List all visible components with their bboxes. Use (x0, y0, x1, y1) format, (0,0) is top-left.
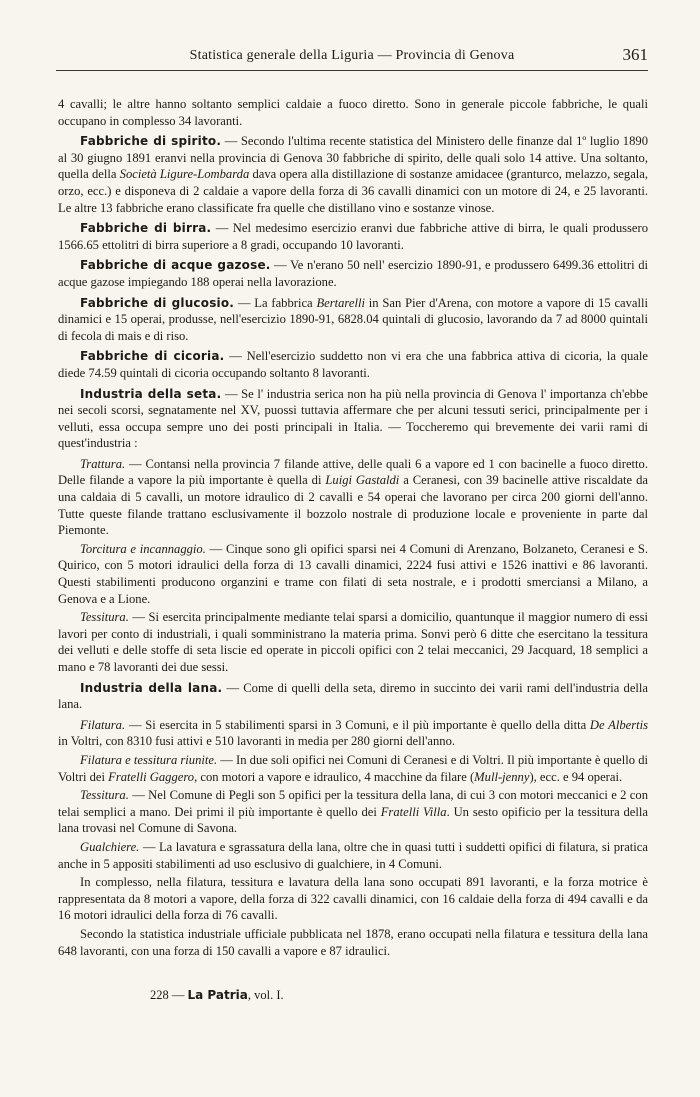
paragraph-text: 4 cavalli; le altre hanno soltanto semplici caldaie a fuoco diretto. Sono in generale piccole fabbriche, le quali occupano in complesso 34 lavoranti. (58, 97, 648, 128)
paragraph-text: — Ve n'erano 50 nell' esercizio 1890-91, e produssero 6499.36 ettolitri di acque gazose impiegando 188 operai nella lavorazione. (58, 258, 648, 289)
paragraph-text: in San Pier d'Arena, con motore a vapore di 15 cavalli dinamici e 15 operai, produsse, nell'esercizio 1890-91, 6828.04 quintali di glucosio, lavorando da 7 ad 8000 quintali di fecola di mais e di riso. (58, 295, 649, 343)
header-title: Statistica generale della Liguria — Provincia di Genova (189, 48, 515, 63)
italic-text: Bertarelli (316, 295, 365, 310)
italic-text: Luigi Gastaldi (325, 473, 400, 488)
paragraph-text: — La fabbrica (234, 295, 317, 310)
paragraph-text: a Ceranesi, con 39 bacinelle attive riscaldate da una caldaia di 5 cavalli, un motore idraulico di 2 cavalli e 54 operai che lavorano per circa 200 giorni dell'anno. Tutte queste filande trattano esclusivamente il bozzolo nostrale di produzione locale e proveniente in parte dal Piemonte. (58, 473, 648, 538)
body-text (58, 96, 648, 961)
footer-signature (150, 988, 284, 1003)
italic-text: Torcitura e incannaggio. (80, 541, 206, 556)
section-heading: Fabbriche di spirito. (80, 134, 222, 149)
paragraph-p14 (58, 839, 648, 872)
paragraph-p15 (58, 874, 648, 924)
paragraph-p5 (58, 348, 648, 381)
section-heading: Industria della lana. (80, 680, 223, 695)
paragraph-p9 (58, 609, 648, 675)
paragraph-p2 (58, 220, 648, 253)
italic-text: Tessitura. (80, 788, 129, 803)
paragraph-p1 (58, 133, 648, 216)
paragraph-text: — Nel Comune di Pegli son 5 opifici per la tessitura della lana, di cui 3 con motori meccanici e 2 con telai semplici a mano. Dei primi il più importante è quello dei (58, 788, 648, 819)
paragraph-text: dava opera alla distillazione di sostanze amidacee (granturco, melazzo, segala, orzo, ecc.) e disponeva di 2 caldaie a vapore della forza di 36 cavalli dinamici con un motore di 24, e 25 lavoranti. Le altre 13 fabbriche erano classificate fra quelle che distillano vino e sostanze vinose. (58, 167, 649, 215)
paragraph-p7 (58, 456, 648, 539)
paragraph-text: Secondo la statistica industriale ufficiale pubblicata nel 1878, erano occupati nella filatura e tessitura della lana 648 lavoranti, con una forza di 150 cavalli a vapore e 87 idraulici. (58, 926, 648, 958)
paragraph-p13 (58, 787, 648, 837)
signature-number: 228 (150, 988, 169, 1002)
paragraph-p6 (58, 386, 648, 452)
paragraph-p4 (58, 295, 648, 345)
section-heading: Fabbriche di birra. (80, 221, 212, 236)
paragraph-text: in Voltri, con 8310 fusi attivi e 510 lavoranti in media per 280 giorni dell'anno. (58, 734, 456, 749)
paragraph-text: — Contansi nella provincia 7 filande attive, delle quali 6 a vapore ed 1 con bacinelle a fuoco diretto. Delle filande a vapore la più importante è quella di (58, 456, 648, 488)
paragraph-p0 (58, 96, 648, 129)
paragraph-text: — Come di quelli della seta, diremo in succinto dei varii rami dell'industria della lana. (58, 680, 648, 712)
section-heading: Fabbriche di cicoria. (80, 349, 225, 364)
footer-brand: La Patria (187, 988, 248, 1002)
paragraph-text: — Si esercita principalmente mediante telai sparsi a domicilio, quantunque il maggior numero di essi lavori per conto di industriali, i quali somministrano la materia prima. Sonvi però 6 ditte che esercitano la tessitura dei velluti e delle stoffe di seta liscie ed operate in piccoli opifici con 2 telai meccanici, 29 Jacquard, 18 semplici a mano e 78 lavoranti dei due sessi. (58, 610, 648, 674)
paragraph-text: — In due soli opifici nei Comuni di Ceranesi e di Voltri. Il più importante è quello di Voltri dei (58, 752, 648, 784)
italic-text: Gualchiere. (80, 839, 140, 854)
italic-text: Tessitura. (80, 610, 129, 625)
italic-text: Trattura. (80, 456, 126, 471)
italic-text: Mull-jenny (474, 769, 530, 784)
italic-text: Filatura. (80, 717, 126, 732)
paragraph-text: — Se l' industria serica non ha più nella provincia di Genova l' importanza ch'ebbe nei secoli scorsi, segnatamente nel XV, puossi tuttavia affermare che per alcuni tessuti serici, principalmente per i velluti, essa occupa sempre uno dei posti principali in Italia. — Toccheremo qui brevemente dei varii rami di quest'industria : (58, 386, 648, 451)
paragraph-p11 (58, 717, 648, 750)
paragraph-text: . Un sesto opificio per la tessitura della lana trovasi nel Comune di Savona. (58, 804, 648, 836)
page-number: 361 (622, 45, 648, 64)
paragraph-text: ), ecc. e 94 operai. (529, 769, 623, 784)
footer-dash: — (171, 988, 185, 1002)
paragraph-p12 (58, 752, 648, 785)
italic-text: De Albertis (589, 717, 649, 732)
paragraph-p10 (58, 680, 648, 713)
paragraph-p8 (58, 541, 648, 607)
paragraph-text: — Nel medesimo esercizio eranvi due fabbriche attive di birra, le quali produssero 1566.65 ettolitri di birra superiore a 8 gradi, occupando 10 lavoranti. (58, 221, 648, 252)
paragraph-text: — La lavatura e sgrassatura della lana, oltre che in quasi tutti i suddetti opifici di filatura, si pratica anche in 5 appositi stabilimenti ad uso esclusivo di gualchiere, in 4 Comuni. (58, 839, 648, 871)
paragraph-text: — Nell'esercizio suddetto non vi era che una fabbrica attiva di cicoria, la quale diede 74.59 quintali di cicoria occupando soltanto 8 lavoranti. (58, 349, 648, 380)
footer-volume: , vol. I. (247, 988, 284, 1002)
paragraph-p3 (58, 257, 648, 290)
running-header (56, 45, 648, 71)
section-heading: Fabbriche di acque gazose. (80, 258, 271, 273)
paragraph-text: — Cinque sono gli opifici sparsi nei 4 Comuni di Arenzano, Bolzaneto, Ceranesi e S. Quirico, con 5 motori idraulici della forza di 13 cavalli dinamici, 2224 fusi attivi e 1526 inattivi e 86 lavoranti. Questi stabilimenti producono organzini e trame con filati di seta nostrale, e i prodotti smerciansi a Milano, a Genova e a Lione. (58, 541, 648, 606)
paragraph-text: — Si esercita in 5 stabilimenti sparsi in 3 Comuni, e il più importante è quello della ditta (125, 717, 590, 732)
paragraph-text: — Secondo l'ultima recente statistica del Ministero delle finanze dal 1º luglio 1890 al 30 giugno 1891 eranvi nella provincia di Genova 30 fabbriche di spirito, delle quali solo 14 attive. Una soltanto, quella della (58, 134, 648, 182)
italic-text: Fratelli Gaggero (108, 769, 195, 784)
section-heading: Fabbriche di glucosio. (80, 295, 235, 310)
italic-text: Società Ligure-Lombarda (119, 167, 250, 182)
paragraph-text: , con motori a vapore e idraulico, 4 macchine da filare ( (194, 769, 475, 784)
section-heading: Industria della seta. (80, 386, 222, 401)
italic-text: Fratelli Villa (380, 804, 447, 819)
italic-text: Filatura e tessitura riunite. (80, 752, 218, 767)
paragraph-text: In complesso, nella filatura, tessitura e lavatura della lana sono occupati 891 lavoranti, e la forza motrice è rappresentata da 8 motori a vapore, della forza di 322 cavalli dinamici, con 16 caldaie della forza di 494 cavalli e da 16 motori idraulici della forza di 76 cavalli. (58, 875, 648, 923)
paragraph-p16 (58, 926, 648, 959)
